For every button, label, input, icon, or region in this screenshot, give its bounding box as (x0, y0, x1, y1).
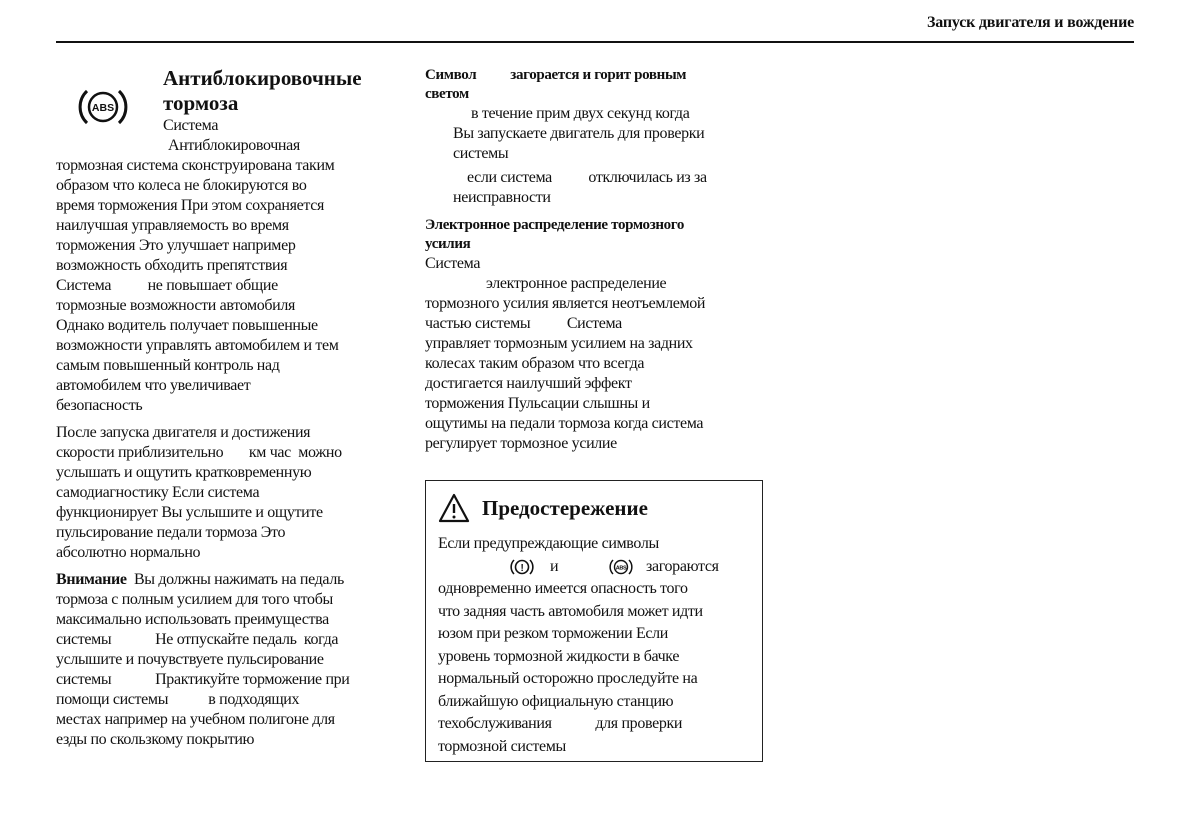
attention-line: услышите и почувствуете пульсирование (56, 651, 324, 668)
ebd-line: электронное распределение (486, 275, 667, 292)
brake-icon-label: ! (520, 562, 524, 574)
abs-text-line: тормозные возможности автомобиля (56, 297, 296, 314)
attention-first-line (56, 570, 398, 590)
warning-box (425, 480, 763, 762)
warning-line: одновременно имеется опасность того (438, 580, 688, 597)
ebd-line: частью системы Система (425, 315, 622, 332)
warning-line: юзом при резком торможении Если (438, 625, 668, 642)
brake-warning-icon (510, 557, 534, 577)
warning-and: и (550, 557, 559, 575)
symbol-heading-line1: Символ загорается и горит ровным (425, 67, 687, 83)
abs-text-line: автомобилем что увеличивает (56, 377, 251, 394)
abs-text-line: Антиблокировочная (168, 137, 300, 154)
symbol-item1-line: в течение прим двух секунд когда (471, 105, 690, 122)
warning-line: Если предупреждающие символы (438, 535, 659, 552)
selftest-line: После запуска двигателя и достижения (56, 424, 311, 441)
ebd-line: торможения Пульсации слышны и (425, 395, 650, 412)
right-column (425, 66, 765, 454)
warning-triangle-icon (438, 493, 470, 523)
abs-text-line: Система (163, 117, 219, 134)
symbol-heading-line2: светом (425, 86, 469, 102)
abs-text-line: возможности управлять автомобилем и тем (56, 337, 339, 354)
warning-line: нормальный осторожно проследуйте на (438, 670, 698, 687)
selftest-line: услышать и ощутить кратковременную (56, 464, 312, 481)
attention-line: помощи системы в подходящих (56, 691, 300, 708)
abs-text-line: Система не повышает общие (56, 277, 278, 294)
warning-icons-line (438, 556, 750, 579)
page-header-title: Запуск двигателя и вождение (927, 14, 1134, 31)
abs-text-line: время торможения При этом сохраняется (56, 197, 324, 214)
warning-line: уровень тормозной жидкости в бачке (438, 647, 680, 665)
ebd-line: достигается наилучший эффект (425, 375, 632, 392)
ebd-line: ощутимы на педали тормоза когда система (425, 415, 704, 432)
symbol-item1-line: системы (453, 145, 509, 162)
abs-text-line: безопасность (56, 397, 143, 414)
abs-text-line: возможность обходить препятствия (56, 257, 288, 274)
symbol-item1-line: Вы запускаете двигатель для проверки (453, 125, 705, 142)
abs-text-line: торможения Это улучшает например (56, 237, 296, 254)
warning-line: ближайшую официальную станцию (438, 692, 674, 710)
attention-line: тормоза с полным усилием для того чтобы (56, 591, 333, 608)
attention-line: местах например на учебном полигоне для (56, 711, 335, 728)
warning-ignite: загораются (646, 557, 719, 575)
ebd-title-line1: Электронное распределение тормозного (425, 217, 685, 233)
abs-title-line1: Антиблокировочные (163, 66, 362, 90)
abs-text-line: образом что колеса не блокируются во (56, 177, 307, 194)
warning-line: что задняя часть автомобиля может идти (438, 602, 703, 620)
attention-line: езды по скользкому покрытию (56, 731, 255, 748)
ebd-line: Система (425, 255, 481, 272)
header-divider (56, 41, 1134, 43)
symbol-item2-line: неисправности (453, 189, 551, 206)
abs-small-icon-label: ABS (615, 565, 627, 571)
ebd-line: управляет тормозным усилием на задних (425, 335, 693, 352)
selftest-line: пульсирование педали тормоза Это (56, 524, 286, 541)
attention-first-rest: Вы должны нажимать на педаль (126, 571, 344, 588)
attention-line: системы Практикуйте торможение при (56, 671, 350, 688)
symbol-item2-line: если система отключилась из за (467, 169, 707, 186)
left-column (56, 66, 398, 750)
abs-title-line2: тормоза (163, 91, 239, 115)
attention-line: системы Не отпускайте педаль когда (56, 631, 339, 648)
abs-icon-label: ABS (91, 102, 115, 114)
selftest-line: функционирует Вы услышите и ощутите (56, 504, 323, 521)
warning-title: Предостережение (482, 495, 648, 520)
abs-text-line: тормозная система сконструирована таким (56, 157, 335, 174)
warning-header (438, 491, 750, 525)
abs-small-icon (608, 557, 634, 577)
warning-line: тормозной системы (438, 737, 566, 755)
abs-text-line: наилучшая управляемость во время (56, 217, 289, 234)
selftest-line: скорости приблизительно км час можно (56, 444, 342, 461)
ebd-line: регулирует тормозное усилие (425, 435, 617, 452)
selftest-line: самодиагностику Если система (56, 484, 260, 501)
ebd-title-line2: усилия (425, 236, 471, 252)
ebd-line: колесах таким образом что всегда (425, 355, 645, 372)
attention-label: Внимание (56, 571, 127, 588)
abs-text-line: самым повышенный контроль над (56, 357, 280, 374)
selftest-line: абсолютно нормально (56, 544, 201, 561)
attention-line: максимально использовать преимущества (56, 611, 329, 628)
ebd-line: тормозного усилия является неотъемлемой (425, 295, 706, 312)
warning-line: техобслуживания для проверки (438, 715, 683, 732)
abs-text-line: Однако водитель получает повышенные (56, 317, 318, 334)
